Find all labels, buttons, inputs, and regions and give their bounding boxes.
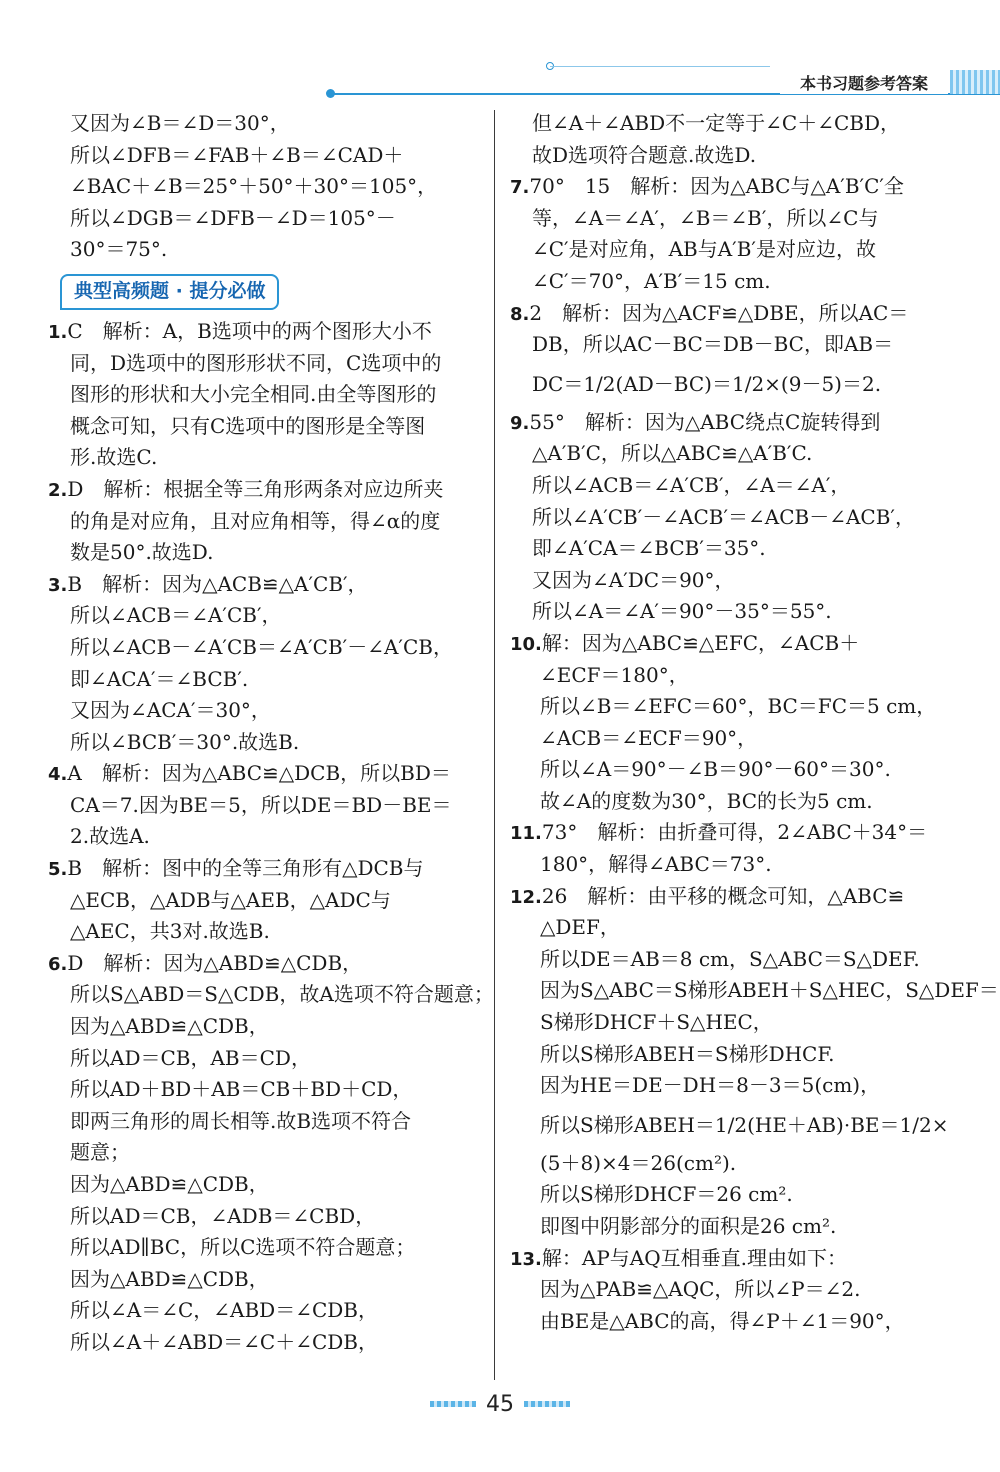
text-line: 等，∠A＝∠A′，∠B＝∠B′，所以∠C与 <box>532 205 879 230</box>
item-number: 6. <box>48 953 68 975</box>
answer-item <box>48 569 484 601</box>
text-line: 所以∠A＝∠C，∠ABD＝∠CDB， <box>70 1298 378 1323</box>
column-divider <box>494 110 495 1380</box>
text-line: 所以∠ACB＝∠A′CB′，∠A＝∠A′， <box>532 472 851 497</box>
text-line: 即图中阴影部分的面积是26 cm². <box>540 1214 837 1238</box>
text-line: 的角是对应角，且对应角相等，得∠α的度 <box>70 508 441 533</box>
answer-item <box>510 628 950 660</box>
text-line: B 解析：因为△ACB≌△A′CB′， <box>67 571 368 596</box>
header-stripes <box>950 70 1000 94</box>
text-line: 又因为∠B＝∠D＝30°， <box>70 111 290 135</box>
text-line: 因为△ABD≌△CDB， <box>70 1266 269 1291</box>
text-line: 所以DE＝AB＝8 cm，S△ABC＝S△DEF. <box>540 946 920 971</box>
answer-item <box>510 171 950 203</box>
right-column <box>510 108 999 1337</box>
text-line: 因为HE＝DE－DH＝8－3＝5(cm)， <box>540 1073 881 1098</box>
item-number: 4. <box>48 764 68 786</box>
text-line: 即两三角形的周长相等.故B选项不符合 <box>70 1108 412 1133</box>
text-line: ∠BAC＋∠B＝25°＋50°＋30°＝105°， <box>70 174 438 199</box>
text-line: 所以S△ABD＝S△CDB，故A选项不符合题意； <box>70 982 494 1007</box>
left-column <box>48 108 494 1359</box>
text-line: 即∠A′CA＝∠BCB′＝35°. <box>532 536 766 561</box>
answer-item <box>48 758 484 790</box>
text-line: 因为S△ABC＝S梯形ABEH＋S△HEC，S△DEF＝ <box>540 978 999 1003</box>
text-line: 故D选项符合题意.故选D. <box>532 142 757 167</box>
item-number: 3. <box>48 574 68 596</box>
text-line: 又因为∠A′DC＝90°， <box>532 567 735 592</box>
text-line: 因为△PAB≌△AQC，所以∠P＝∠2. <box>540 1277 861 1302</box>
text-line: 因为△ABD≌△CDB， <box>70 1172 269 1196</box>
text-line: 因为△ABD≌△CDB， <box>70 1014 269 1039</box>
text-line: 所以∠ACB－∠A′CB＝∠A′CB′－∠A′CB， <box>70 634 453 659</box>
text-line: 图形的形状和大小完全相同.由全等图形的 <box>70 382 437 407</box>
text-line: 即∠ACA′＝∠BCB′. <box>70 666 249 691</box>
page-footer <box>420 1384 580 1424</box>
item-number: 12. <box>510 886 542 908</box>
text-line: 30°＝75°. <box>70 237 168 262</box>
answer-item <box>510 1243 950 1275</box>
footer-decor <box>524 1401 570 1407</box>
text-line: 所以∠B＝∠EFC＝60°，BC＝FC＝5 cm， <box>540 694 937 719</box>
text-line: 70° 15 解析：因为△ABC与△A′B′C′全 <box>529 174 904 199</box>
text-line: 2.故选A. <box>70 824 150 849</box>
footer-decor <box>430 1401 476 1407</box>
item-number: 9. <box>510 412 530 434</box>
text-line: 所以S梯形ABEH＝1/2(HE＋AB)·BE＝1/2× <box>540 1112 949 1137</box>
text-line: △ECB，△ADB与△AEB，△ADC与 <box>70 887 391 912</box>
answer-item <box>48 316 484 348</box>
text-line: D 解析：因为△ABD≌△CDB， <box>67 950 363 975</box>
text-line: 题意； <box>70 1140 130 1165</box>
page-number: 45 <box>486 1391 514 1417</box>
text-line: 所以∠A＝∠A′＝90°－35°＝55°. <box>532 599 832 624</box>
text-line: ∠ECF＝180°， <box>540 662 689 687</box>
text-line: DC＝1/2(AD－BC)＝1/2×(9－5)＝2. <box>532 371 882 396</box>
text-line: 26 解析：由平移的概念可知，△ABC≌ <box>541 883 905 908</box>
text-line: 解：因为△ABC≌△EFC，∠ACB＋ <box>541 630 860 655</box>
text-line: 所以AD＝CB，AB＝CD， <box>70 1045 311 1070</box>
text-line: ∠ACB＝∠ECF＝90°， <box>540 725 758 750</box>
item-number: 13. <box>510 1248 542 1270</box>
answer-item <box>510 817 950 849</box>
text-line: 所以AD∥BC，所以C选项不符合题意； <box>70 1235 416 1260</box>
text-line: 数是50°.故选D. <box>70 540 214 565</box>
text-line: 解：AP与AQ互相垂直.理由如下： <box>541 1245 847 1270</box>
text-line: 所以AD＝CB，∠ADB＝∠CBD， <box>70 1203 376 1228</box>
item-number: 2. <box>48 479 68 501</box>
text-line: 同，D选项中的图形形状不同，C选项中的 <box>70 350 442 375</box>
text-line: 55° 解析：因为△ABC绕点C旋转得到 <box>529 409 881 434</box>
item-number: 11. <box>510 823 542 845</box>
answer-item <box>510 407 950 439</box>
text-line: △AEC，共3对.故选B. <box>70 919 270 944</box>
answer-item <box>510 881 950 913</box>
text-line: 所以∠BCB′＝30°.故选B. <box>70 729 300 754</box>
answer-item <box>48 853 484 885</box>
text-line: 所以S梯形DHCF＝26 cm². <box>540 1182 793 1207</box>
section-title: 典型高频题 · 提分必做 <box>60 274 279 310</box>
header-decor-line <box>550 66 770 67</box>
text-line: D 解析：根据全等三角形两条对应边所夹 <box>67 476 444 501</box>
text-line: 所以∠A＝90°－∠B＝90°－60°＝30°. <box>540 757 891 782</box>
text-line: 但∠A＋∠ABD不一定等于∠C＋∠CBD， <box>532 111 900 135</box>
text-line: S梯形DHCF＋S△HEC， <box>540 1010 773 1035</box>
item-number: 10. <box>510 633 542 655</box>
text-line: (5＋8)×4＝26(cm²). <box>540 1150 737 1175</box>
text-line: B 解析：图中的全等三角形有△DCB与 <box>67 856 424 881</box>
header-title: 本书习题参考答案 <box>780 70 948 94</box>
text-line: ∠C′是对应角，AB与A′B′是对应边，故 <box>532 237 876 262</box>
text-line: △A′B′C，所以△ABC≌△A′B′C. <box>532 441 813 466</box>
text-line: ∠C′＝70°，A′B′＝15 cm. <box>532 268 771 293</box>
text-line: 180°，解得∠ABC＝73°. <box>540 852 772 877</box>
text-line: 由BE是△ABC的高，得∠P＋∠1＝90°， <box>540 1308 905 1333</box>
answer-item <box>48 948 484 980</box>
text-line: 所以AD＋BD＋AB＝CB＋BD＋CD， <box>70 1077 413 1102</box>
text-line: 2 解析：因为△ACF≌△DBE，所以AC＝ <box>529 300 909 325</box>
text-line: 概念可知，只有C选项中的图形是全等图 <box>70 413 426 438</box>
text-line: 73° 解析：由折叠可得，2∠ABC＋34°＝ <box>541 820 928 845</box>
text-line: 所以∠DGB＝∠DFB－∠D＝105°－ <box>70 205 396 230</box>
item-number: 7. <box>510 177 530 199</box>
text-line: 所以S梯形ABEH＝S梯形DHCF. <box>540 1041 835 1066</box>
item-number: 5. <box>48 859 68 881</box>
text-line: 故∠A的度数为30°，BC的长为5 cm. <box>540 788 873 813</box>
text-line: 又因为∠ACA′＝30°， <box>70 698 271 723</box>
item-number: 8. <box>510 303 530 325</box>
text-line: 所以∠A＋∠ABD＝∠C＋∠CDB， <box>70 1329 378 1354</box>
answer-item <box>48 474 484 506</box>
text-line: 所以∠ACB＝∠A′CB′， <box>70 603 282 628</box>
text-line: DB，所以AC－BC＝DB－BC，即AB＝ <box>532 332 894 357</box>
text-line: △DEF， <box>540 915 620 940</box>
text-line: 所以∠DFB＝∠FAB＋∠B＝∠CAD＋ <box>70 142 404 167</box>
text-line: A 解析：因为△ABC≌△DCB，所以BD＝ <box>67 761 451 786</box>
answer-item <box>510 298 950 330</box>
text-line: 所以∠A′CB′－∠ACB′＝∠ACB－∠ACB′， <box>532 504 915 529</box>
text-line: CA＝7.因为BE＝5，所以DE＝BD－BE＝ <box>70 792 452 817</box>
text-line: C 解析：A，B选项中的两个图形大小不 <box>67 318 432 343</box>
text-line: 形.故选C. <box>70 445 158 470</box>
item-number: 1. <box>48 321 68 343</box>
